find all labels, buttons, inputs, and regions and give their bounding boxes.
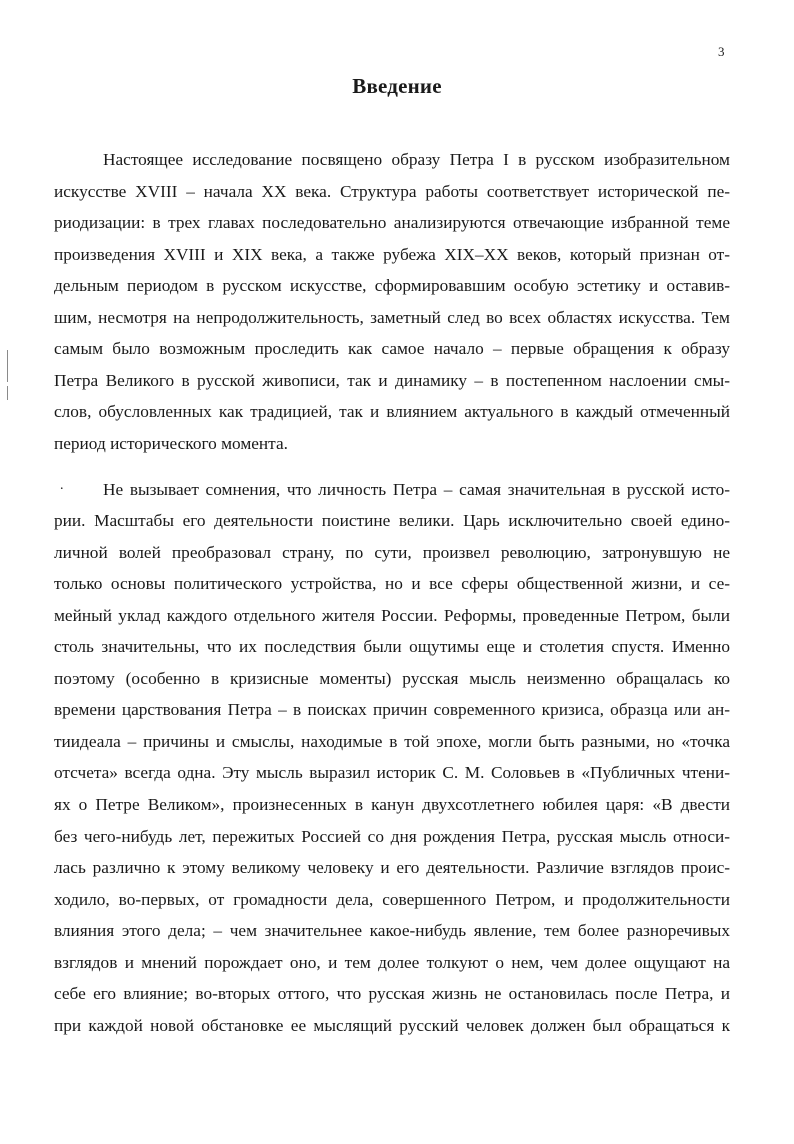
text-line: слов, обусловленных как традицией, так и влиянием актуального в каждый отмеченный [54,402,730,422]
text-line: отсчета» всегда одна. Эту мысль выразил историк С. М. Соловьев в «Публичных чтени- [54,763,730,783]
margin-mark-lower [7,386,8,400]
text-line: Петра Великого в русской живописи, так и динамику – в постепенном наслоении смы- [54,370,730,390]
stray-dot: . [60,478,64,493]
text-line: период исторического момента. [54,433,288,453]
text-line: Не вызывает сомнения, что личность Петра – самая значительная в русской исто- [103,479,730,499]
text-line: самым было возможным проследить как самое начало – первые обращения к образу [54,339,730,359]
text-line: риодизации: в трех главах последовательно анализируются отвечающие избранной теме [54,213,730,233]
text-line: тиидеала – причины и смыслы, находимые в той эпохе, могли быть разными, но «точка [54,731,730,751]
text-line: поэтому (особенно в кризисные моменты) русская мысль неизменно обращалась ко [54,668,730,688]
page-number: 3 [718,44,725,59]
text-line: себе его влияние; во-вторых оттого, что русская жизнь не остановилась после Петра, и [54,984,730,1004]
text-line: времени царствования Петра – в поисках причин современного кризиса, образца или ан- [54,700,730,720]
margin-mark-upper [7,350,8,382]
text-line: лась различно к этому великому человеку и его деятельности. Различие взглядов проис- [54,858,730,878]
text-line: дельным периодом в русском искусстве, сформировавшим особую эстетику и оставив- [54,276,730,296]
text-line: произведения XVIII и XIX века, а также рубежа XIX–XX веков, который признан от- [54,244,730,264]
text-line: мейный уклад каждого отдельного жителя России. Реформы, проведенные Петром, были [54,605,730,625]
text-line: влияния этого дела; – чем значительнее какое-нибудь явление, тем более разноречивых [54,921,730,941]
text-line: ходило, во-первых, от громадности дела, совершенного Петром, и продолжительности [54,889,730,909]
text-line: искусстве XVIII – начала XX века. Структура работы соответствует исторической пе- [54,181,730,201]
text-line: при каждой новой обстановке ее мыслящий русский человек должен был обращаться к [54,1015,730,1035]
text-line: шим, несмотря на непродолжительность, заметный след во всех областях искусства. Тем [54,307,730,327]
text-line: без чего-нибудь лет, пережитых Россией со дня рождения Петра, русская мысль относи- [54,826,730,846]
text-line: столь значительны, что их последствия были ощутимы еще и столетия спустя. Именно [54,637,730,657]
text-line: Настоящее исследование посвящено образу Петра I в русском изобразительном [103,150,730,169]
paragraph-2 [54,474,730,1042]
text-line: ях о Петре Великом», произнесенных в канун двухсотлетнего юбилея царя: «В двести [54,794,730,814]
paragraph-1 [54,144,730,459]
page-title: Введение [352,74,442,98]
text-line: только основы политического устройства, но и все сферы общественной жизни, и се- [54,574,730,594]
text-line: взглядов и мнений порождает оно, и тем долее толкуют о нем, чем долее ощущают на [54,952,730,972]
text-line: рии. Масштабы его деятельности поистине велики. Царь исключительно своей едино- [54,511,730,531]
text-line: личной волей преобразовал страну, по сути, произвел революцию, затронувшую не [54,542,730,562]
